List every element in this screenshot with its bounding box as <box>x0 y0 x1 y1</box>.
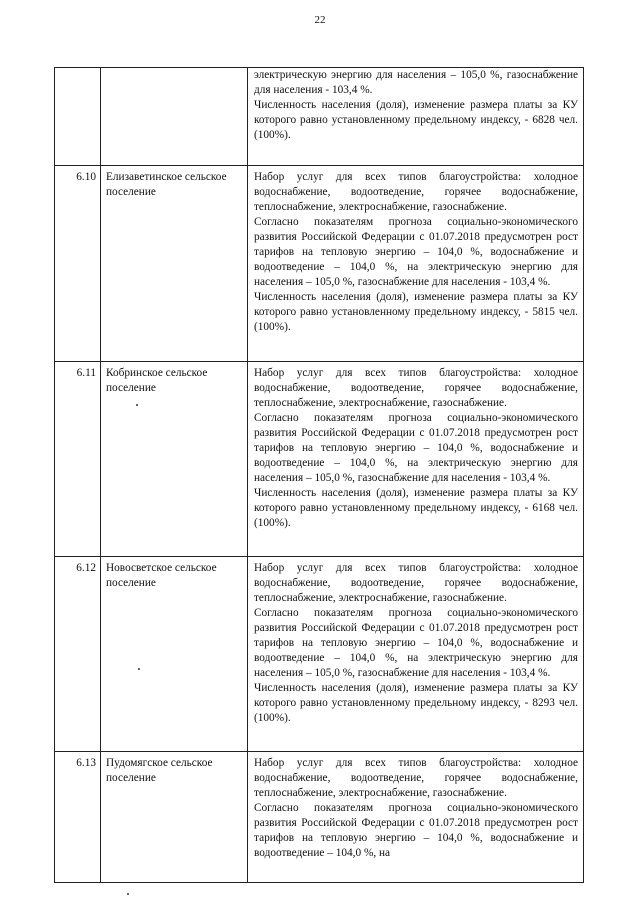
table-row <box>55 557 584 752</box>
row-description <box>248 166 584 362</box>
row-number: 6.10 <box>55 166 101 362</box>
settlement-name: Пудомягское сельское поселение <box>101 752 248 883</box>
row-number: 6.11 <box>55 362 101 557</box>
row-description <box>248 68 584 166</box>
description-paragraph: Набор услуг для всех типов благоустройства: холодное водоснабжение, водоотведение, горячее водоснабжение, теплоснабжение, электроснабжение, газоснабжение. <box>254 562 578 604</box>
description-paragraph: Численность населения (доля), изменение размера платы за КУ которого равно установленному предельному индексу, - 6828 чел. (100%). <box>254 99 578 141</box>
row-description <box>248 557 584 752</box>
description-paragraph: Численность населения (доля), изменение размера платы за КУ которого равно установленному предельному индексу, - 6168 чел. (100%). <box>254 487 578 529</box>
row-description <box>248 752 584 883</box>
description-paragraph: Набор услуг для всех типов благоустройства: холодное водоснабжение, водоотведение, горячее водоснабжение, теплоснабжение, электроснабжение, газоснабжение. <box>254 171 578 213</box>
row-description <box>248 362 584 557</box>
scan-speck <box>127 893 129 895</box>
row-number: 6.12 <box>55 557 101 752</box>
description-paragraph: Согласно показателям прогноза социально-экономического развития Российской Федерации с 01.07.2018 предусмотрен рост тарифов на тепловую энергию – 104,0 %, водоснабжение и водоотведение – 104,0 %, на электрическую энергию для населения – 105,0 %, газоснабжение для населения - 103,4 %. <box>254 216 578 288</box>
description-paragraph: Согласно показателям прогноза социально-экономического развития Российской Федерации с 01.07.2018 предусмотрен рост тарифов на тепловую энергию – 104,0 %, водоснабжение и водоотведение – 104,0 %, на <box>254 802 578 859</box>
settlement-name: Елизаветинское сельское поселение <box>101 166 248 362</box>
description-paragraph: Численность населения (доля), изменение размера платы за КУ которого равно установленному предельному индексу, - 8293 чел. (100%). <box>254 682 578 724</box>
settlement-name <box>101 68 248 166</box>
settlement-name: Новосветское сельское поселение <box>101 557 248 752</box>
description-paragraph: электрическую энергию для населения – 105,0 %, газоснабжение для населения - 103,4 %. <box>254 69 578 96</box>
description-paragraph: Набор услуг для всех типов благоустройства: холодное водоснабжение, водоотведение, горячее водоснабжение, теплоснабжение, электроснабжение, газоснабжение. <box>254 757 578 799</box>
scan-speck <box>138 668 140 670</box>
settlement-name: Кобринское сельское поселение <box>101 362 248 557</box>
table-row <box>55 68 584 166</box>
page-number: 22 <box>314 14 326 26</box>
description-paragraph: Согласно показателям прогноза социально-экономического развития Российской Федерации с 01.07.2018 предусмотрен рост тарифов на тепловую энергию – 104,0 %, водоснабжение и водоотведение – 104,0 %, на электрическую энергию для населения – 105,0 %, газоснабжение для населения - 103,4 %. <box>254 412 578 484</box>
description-paragraph: Согласно показателям прогноза социально-экономического развития Российской Федерации с 01.07.2018 предусмотрен рост тарифов на тепловую энергию – 104,0 %, водоснабжение и водоотведение – 104,0 %, на электрическую энергию для населения – 105,0 %, газоснабжение для населения - 103,4 %. <box>254 607 578 679</box>
description-paragraph: Набор услуг для всех типов благоустройства: холодное водоснабжение, водоотведение, горячее водоснабжение, теплоснабжение, электроснабжение, газоснабжение. <box>254 367 578 409</box>
utility-tariff-table <box>54 67 584 883</box>
table-row <box>55 362 584 557</box>
row-number: 6.13 <box>55 752 101 883</box>
row-number <box>55 68 101 166</box>
description-paragraph: Численность населения (доля), изменение размера платы за КУ которого равно установленному предельному индексу, - 5815 чел. (100%). <box>254 291 578 333</box>
table-row <box>55 166 584 362</box>
scan-speck <box>136 404 138 406</box>
table-row <box>55 752 584 883</box>
